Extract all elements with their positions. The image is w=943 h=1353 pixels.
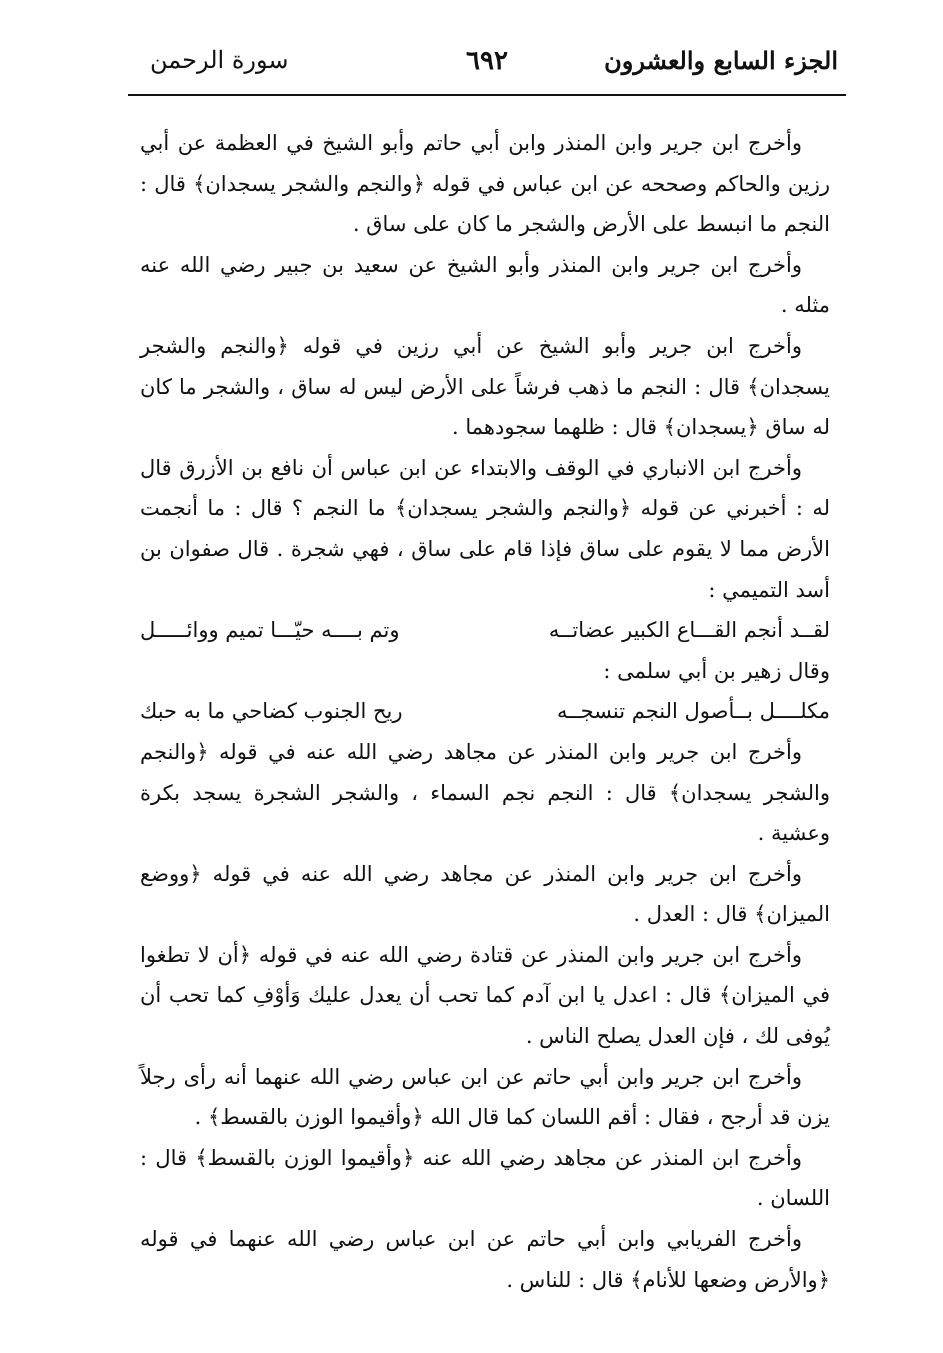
verse-first-hemistich: مكلــــل بــأصول النجم تنسجــه [557,699,830,724]
paragraph: وأخرج ابن جرير وابن المنذر عن مجاهد رضي الله عنه في قوله ﴿ووضع الميزان﴾ قال : العدل . [140,861,830,927]
verse-second-hemistich: ريح الجنوب كضاحي ما به حبك [140,699,403,724]
verse-second-hemistich: وتم بــــه حيّـــا تميم ووائـــــل [140,618,400,643]
page-number: ٦٩٢ [466,46,508,76]
surah-title: سورة الرحمن [150,46,289,74]
paragraph: وأخرج الفريابي وابن أبي حاتم عن ابن عباس رضي الله عنهما في قوله ﴿والأرض وضعها للأنام﴾ قال : للناس . [140,1227,830,1292]
page-header [128,42,846,92]
paragraph: وأخرج ابن المنذر عن مجاهد رضي الله عنه ﴿وأقيموا الوزن بالقسط﴾ قال : اللسان . [140,1145,830,1211]
poem-intro: وقال زهير بن أبي سلمى : [603,658,830,683]
verse-first-hemistich: لقــد أنجم القـــاع الكبير عضاتــه [548,618,830,643]
paragraph: وأخرج ابن جرير وابن أبي حاتم عن ابن عباس رضي الله عنهما أنه رأى رجلاً يزن قد أرجح ، فقال : أقم اللسان كما قال الله ﴿وأقيموا الوزن بالقسط﴾ . [140,1064,830,1130]
paragraph: وأخرج ابن جرير وابن المنذر عن قتادة رضي الله عنه في قوله ﴿أن لا تطغوا في الميزان﴾ قال : اعدل يا ابن آدم كما تحب أن يعدل عليك وَأوْفِ كما تحب أن يُوفى لك ، فإن العدل يصلح الناس . [140,942,830,1049]
page-body [140,123,830,1300]
paragraph: وأخرج ابن الانباري في الوقف والابتداء عن ابن عباس أن نافع بن الأزرق قال له : أخبرني عن قوله ﴿والنجم والشجر يسجدان﴾ ما النجم ؟ قال : ما أنجمت الأرض مما لا يقوم على ساق فإذا قام على ساق ، فهي شجرة . قال صفوان بن أسد التميمي : [140,455,830,602]
paragraph: وأخرج ابن جرير وابن المنذر عن مجاهد رضي الله عنه في قوله ﴿والنجم والشجر يسجدان﴾ قال : النجم نجم السماء ، والشجر الشجرة يسجد بكرة وعشية . [140,739,830,846]
paragraph: وأخرج ابن جرير وابن المنذر وأبو الشيخ عن سعيد بن جبير رضي الله عنه مثله . [140,252,830,318]
header-rule [128,94,846,96]
paragraph: وأخرج ابن جرير وأبو الشيخ عن أبي رزين في قوله ﴿والنجم والشجر يسجدان﴾ قال : النجم ما ذهب فرشاً على الأرض ليس له ساق ، والشجر ما كان له ساق ﴿يسجدان﴾ قال : ظلهما سجودهما . [140,333,830,440]
part-title: الجزء السابع والعشرون [604,46,838,75]
poem-verse [140,691,830,732]
poem-verse [140,610,830,651]
paragraph: وأخرج ابن جرير وابن المنذر وابن أبي حاتم وأبو الشيخ في العظمة عن أبي رزين والحاكم وصححه عن ابن عباس في قوله ﴿والنجم والشجر يسجدان﴾ قال : النجم ما انبسط على الأرض والشجر ما كان على ساق . [140,131,830,237]
